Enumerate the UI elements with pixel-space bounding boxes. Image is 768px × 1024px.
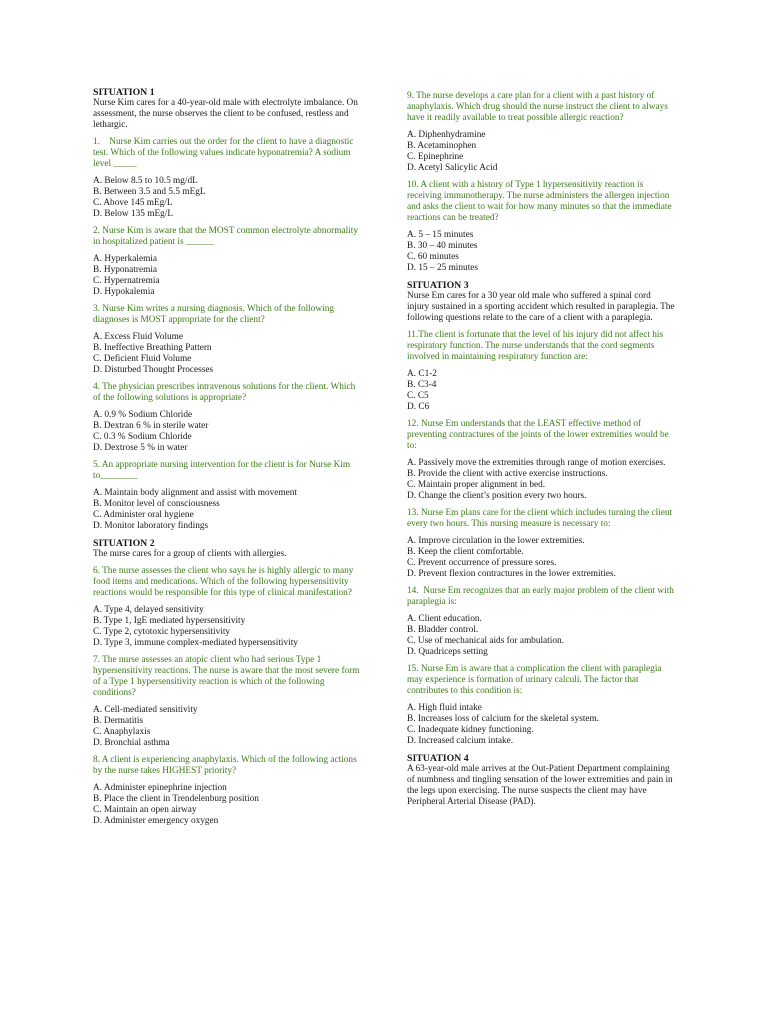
answer-option: D. Monitor laboratory findings: [93, 521, 209, 531]
answer-options: [407, 536, 675, 580]
answer-option: B. Acetaminophen: [407, 141, 477, 151]
situation-title: SITUATION 3: [407, 280, 469, 291]
answer-option: D. Type 3, immune complex-mediated hypersensitivity: [93, 638, 298, 648]
answer-option: D. Prevent flexion contractures in the lower extremities.: [407, 569, 616, 579]
answer-option: A. Administer epinephrine injection: [93, 783, 227, 793]
answer-option: C. Maintain proper alignment in bed.: [407, 480, 546, 490]
question-text: 2. Nurse Kim is aware that the MOST common electrolyte abnormality in hospitalized patient is ______: [93, 226, 361, 247]
question-block: [93, 304, 365, 376]
question-block: [407, 508, 675, 580]
answer-option: D. Administer emergency oxygen: [93, 816, 219, 826]
answer-option: A. 0.9 % Sodium Chloride: [93, 410, 193, 420]
answer-options: [407, 458, 675, 502]
answer-option: D. Quadriceps setting: [407, 647, 488, 657]
answer-option: B. Dextran 6 % in sterile water: [93, 421, 209, 431]
question-text: 14. Nurse Em recognizes that an early major problem of the client with paraplegia is:: [407, 586, 677, 607]
answer-options: [407, 230, 675, 274]
answer-option: C. 0.3 % Sodium Chloride: [93, 432, 192, 442]
answer-option: D. Bronchial asthma: [93, 738, 170, 748]
answer-option: A. Diphenhydramine: [407, 130, 486, 140]
answer-option: D. Disturbed Thought Processes: [93, 365, 214, 375]
left-column: [93, 85, 365, 833]
answer-option: A. C1-2: [407, 369, 437, 379]
answer-option: B. Between 3.5 and 5.5 mEgL: [93, 187, 206, 197]
question-block: [93, 460, 365, 532]
situation-block: [407, 280, 675, 324]
question-text: 3. Nurse Kim writes a nursing diagnosis. Which of the following diagnoses is MOST appropriate for the client?: [93, 304, 337, 325]
answer-option: A. High fluid intake: [407, 703, 482, 713]
answer-option: A. Maintain body alignment and assist with movement: [93, 488, 297, 498]
answer-options: [93, 176, 365, 220]
answer-options: [407, 130, 675, 174]
question-text: 12. Nurse Em understands that the LEAST effective method of preventing contractures of the joints of the lower extremities would be to:: [407, 419, 672, 451]
situation-title: SITUATION 2: [93, 538, 155, 549]
question-block: [93, 137, 365, 220]
answer-options: [407, 614, 675, 658]
question-block: [93, 566, 365, 649]
answer-option: B. Bladder control.: [407, 625, 479, 635]
answer-option: A. 5 – 15 minutes: [407, 230, 474, 240]
answer-option: D. C6: [407, 402, 430, 412]
situation-title: SITUATION 4: [407, 753, 469, 764]
answer-option: A. Passively move the extremities through range of motion exercises.: [407, 458, 666, 468]
answer-option: C. Inadequate kidney functioning.: [407, 725, 534, 735]
situation-intro: A 63-year-old male arrives at the Out-Patient Department complaining of numbness and tingling sensation of the lower extremities and pain in the legs upon exercising. The nurse suspects the client may have Peripheral Arterial Disease (PAD).: [407, 764, 673, 807]
answer-option: B. Monitor level of consciousness: [93, 499, 220, 509]
answer-option: C. Anaphylaxis: [93, 727, 151, 737]
question-block: [93, 755, 365, 827]
answer-option: B. 30 – 40 minutes: [407, 241, 478, 251]
answer-option: B. Place the client in Trendelenburg position: [93, 794, 259, 804]
answer-option: C. Maintain an open airway: [93, 805, 197, 815]
situation-block: [93, 87, 365, 131]
answer-option: B. C3-4: [407, 380, 437, 390]
answer-option: A. Excess Fluid Volume: [93, 332, 184, 342]
question-block: [93, 655, 365, 749]
answer-option: B. Ineffective Breathing Pattern: [93, 343, 212, 353]
answer-option: A. Improve circulation in the lower extremities.: [407, 536, 585, 546]
answer-option: A. Client education.: [407, 614, 482, 624]
answer-option: D. Increased calcium intake.: [407, 736, 514, 746]
question-block: [93, 382, 365, 454]
question-text: 13. Nurse Em plans care for the client which includes turning the client every two hours. This nursing measure is necessary to:: [407, 508, 675, 529]
answer-option: A. Below 8.5 to 10.5 mg/dL: [93, 176, 198, 186]
situation-intro: The nurse cares for a group of clients with allergies.: [93, 549, 287, 559]
answer-option: B. Increases loss of calcium for the skeletal system.: [407, 714, 600, 724]
answer-option: D. Below 135 mEg/L: [93, 209, 174, 219]
answer-options: [93, 332, 365, 376]
answer-option: C. Use of mechanical aids for ambulation.: [407, 636, 564, 646]
answer-option: A. Hyperkalemia: [93, 254, 158, 264]
answer-option: C. Hypernatremia: [93, 276, 160, 286]
question-block: [407, 664, 675, 747]
question-block: [407, 330, 675, 413]
question-text: 9. The nurse develops a care plan for a client with a past history of anaphylaxis. Which drug should the nurse instruct the client to always have it readily available to treat possible allergic reaction?: [407, 91, 671, 123]
answer-option: D. Acetyl Salicylic Acid: [407, 163, 498, 173]
answer-options: [93, 705, 365, 749]
question-text: 11.The client is fortunate that the level of his injury did not affect his respiratory function. The nurse understands that the cord segments involved in maintaining respiratory function are:: [407, 330, 666, 362]
answer-option: D. Dextrose 5 % in water: [93, 443, 188, 453]
answer-options: [93, 783, 365, 827]
answer-option: C. Administer oral hygiene: [93, 510, 194, 520]
question-text: 10. A client with a history of Type 1 hypersensitivity reaction is receiving immunotherapy. The nurse administers the allergen injection and asks the client to wait for how many minutes so that the immediate reactions can be treated?: [407, 180, 674, 223]
right-column: [407, 85, 675, 814]
answer-option: C. C5: [407, 391, 429, 401]
answer-option: B. Provide the client with active exercise instructions.: [407, 469, 608, 479]
question-block: [407, 586, 675, 658]
question-text: 6. The nurse assesses the client who says he is highly allergic to many food items and medications. Which of the following hypersensitivity reactions would be responsible for this type of clinical manifestation?: [93, 566, 356, 598]
question-text: 15. Nurse Em is aware that a complication the client with paraplegia may experience is formation of urinary calculi. The factor that contributes to this condition is:: [407, 664, 664, 696]
question-block: [407, 180, 675, 274]
answer-option: C. Above 145 mEg/L: [93, 198, 173, 208]
answer-option: C. Deficient Fluid Volume: [93, 354, 192, 364]
answer-option: D. Hypokalemia: [93, 287, 155, 297]
question-text: 8. A client is experiencing anaphylaxis. Which of the following actions by the nurse takes HIGHEST priority?: [93, 755, 360, 776]
situation-block: [407, 753, 675, 808]
answer-option: B. Hyponatremia: [93, 265, 158, 275]
answer-option: B. Dermatitis: [93, 716, 144, 726]
answer-options: [93, 488, 365, 532]
answer-options: [407, 369, 675, 413]
answer-options: [93, 254, 365, 298]
question-text: 7. The nurse assesses an atopic client who had serious Type 1 hypersensitivity reactions. The nurse is aware that the most severe form of a Type 1 hypersensitivity reaction is which of the following conditions?: [93, 655, 362, 698]
situation-title: SITUATION 1: [93, 87, 155, 98]
situation-intro: Nurse Em cares for a 30 year old male who suffered a spinal cord injury sustained in a sporting accident which resulted in paraplegia. The following questions relate to the care of a client with a paraplegia.: [407, 291, 675, 323]
answer-option: D. Change the client’s position every two hours.: [407, 491, 587, 501]
answer-option: B. Keep the client comfortable.: [407, 547, 524, 557]
question-text: 5. An appropriate nursing intervention for the client is for Nurse Kim to________: [93, 460, 353, 481]
question-text: 4. The physician prescribes intravenous solutions for the client. Which of the following solutions is appropriate?: [93, 382, 358, 403]
question-block: [407, 91, 675, 174]
question-block: [407, 419, 675, 502]
answer-option: B. Type 1, IgE mediated hypersensitivity: [93, 616, 246, 626]
situation-block: [93, 538, 365, 560]
answer-option: D. 15 – 25 minutes: [407, 263, 479, 273]
answer-option: A. Type 4, delayed sensitivity: [93, 605, 204, 615]
answer-option: A. Cell-mediated sensitivity: [93, 705, 198, 715]
answer-options: [407, 703, 675, 747]
situation-intro: Nurse Kim cares for a 40-year-old male with electrolyte imbalance. On assessment, the nurse observes the client to be confused, restless and lethargic.: [93, 98, 358, 130]
question-text: 1. Nurse Kim carries out the order for the client to have a diagnostic test. Which of the following values indicate hyponatremia? A sodium level _____: [93, 137, 356, 169]
answer-option: C. 60 minutes: [407, 252, 459, 262]
answer-options: [93, 410, 365, 454]
answer-option: C. Epinephrine: [407, 152, 464, 162]
answer-options: [93, 605, 365, 649]
answer-option: C. Type 2, cytotoxic hypersensitivity: [93, 627, 231, 637]
answer-option: C. Prevent occurrence of pressure sores.: [407, 558, 557, 568]
question-block: [93, 226, 365, 298]
